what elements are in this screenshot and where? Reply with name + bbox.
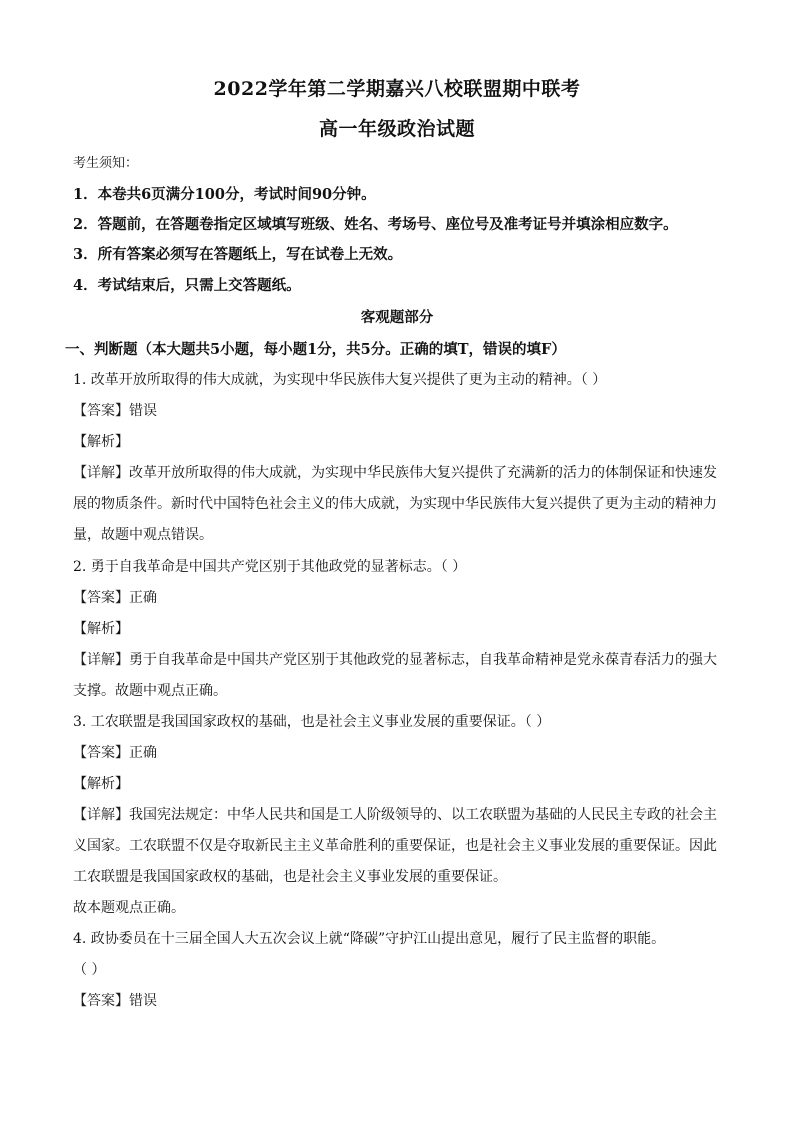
answer-value: 错误 [129,403,157,419]
detail-row [73,462,733,482]
section-title: 客观题部分 [360,309,434,326]
analysis-label: 【解析】 [73,776,129,792]
answer-value: 正确 [129,745,157,761]
answer-label: 【答案】 [73,590,129,606]
detail-text: 展的物质条件。新时代中国特色社会主义的伟大成就，为实现中华民族伟大复兴提供了更为主动的精神力 [73,496,717,512]
notice-item: 4．考试结束后，只需上交答题纸。 [73,277,301,294]
answer-label: 【答案】 [73,403,129,419]
question-stem: 2. 勇于自我革命是中国共产党区别于其他政党的显著标志。（ ） [73,559,467,575]
answer-label: 【答案】 [73,745,129,761]
part-heading: 一、判断题（本大题共5小题，每小题1分，共5分。正确的填T，错误的填F） [65,341,566,358]
notice-item: 3．所有答案必须写在答题纸上，写在试卷上无效。 [73,246,403,263]
detail-row [73,804,733,824]
detail-text: 义国家。工农联盟不仅是夺取新民主主义革命胜利的重要保证，也是社会主义事业发展的重要保证。因此 [73,838,717,854]
analysis-label: 【解析】 [73,621,129,637]
detail-text: 改革开放所取得的伟大成就，为实现中华民族伟大复兴提供了充满新的活力的体制保证和快速发 [129,465,717,481]
question-stem: 3. 工农联盟是我国国家政权的基础，也是社会主义事业发展的重要保证。（ ） [73,714,551,730]
notice-item: 1．本卷共6页满分100分，考试时间90分钟。 [73,186,376,203]
detail-row [73,649,733,669]
question-stem: 4. 政协委员在十三届全国人大五次会议上就“降碳”守护江山提出意见，履行了民主监督的职能。 [73,931,666,947]
answer-row [73,990,733,1010]
question-stem: 1. 改革开放所取得的伟大成就，为实现中华民族伟大复兴提供了更为主动的精神。（ ） [73,372,607,388]
detail-text: 我国宪法规定：中华人民共和国是工人阶级领导的、以工农联盟为基础的人民民主专政的社会主 [129,807,717,823]
question-stem-continued: （ ） [73,962,106,978]
detail-label: 【详解】 [73,652,129,668]
notice-heading: 考生须知： [73,156,139,171]
detail-text: 支撑。故题中观点正确。 [73,683,227,699]
answer-value: 错误 [129,993,157,1009]
detail-text: 勇于自我革命是中国共产党区别于其他政党的显著标志，自我革命精神是党永葆青春活力的强大 [129,652,717,668]
detail-text: 故本题观点正确。 [73,900,185,916]
detail-text: 工农联盟是我国国家政权的基础，也是社会主义事业发展的重要保证。 [73,869,507,885]
exam-title: 2022学年第二学期嘉兴八校联盟期中联考 [213,78,581,100]
detail-label: 【详解】 [73,465,129,481]
answer-value: 正确 [129,590,157,606]
answer-row [73,587,733,607]
detail-label: 【详解】 [73,807,129,823]
detail-text: 量，故题中观点错误。 [73,527,213,543]
exam-subtitle: 高一年级政治试题 [318,118,475,140]
answer-row [73,400,733,420]
answer-label: 【答案】 [73,993,129,1009]
notice-item: 2．答题前，在答题卷指定区域填写班级、姓名、考场号、座位号及准考证号并填涂相应数字。 [73,216,678,233]
answer-row [73,742,733,762]
analysis-label: 【解析】 [73,434,129,450]
